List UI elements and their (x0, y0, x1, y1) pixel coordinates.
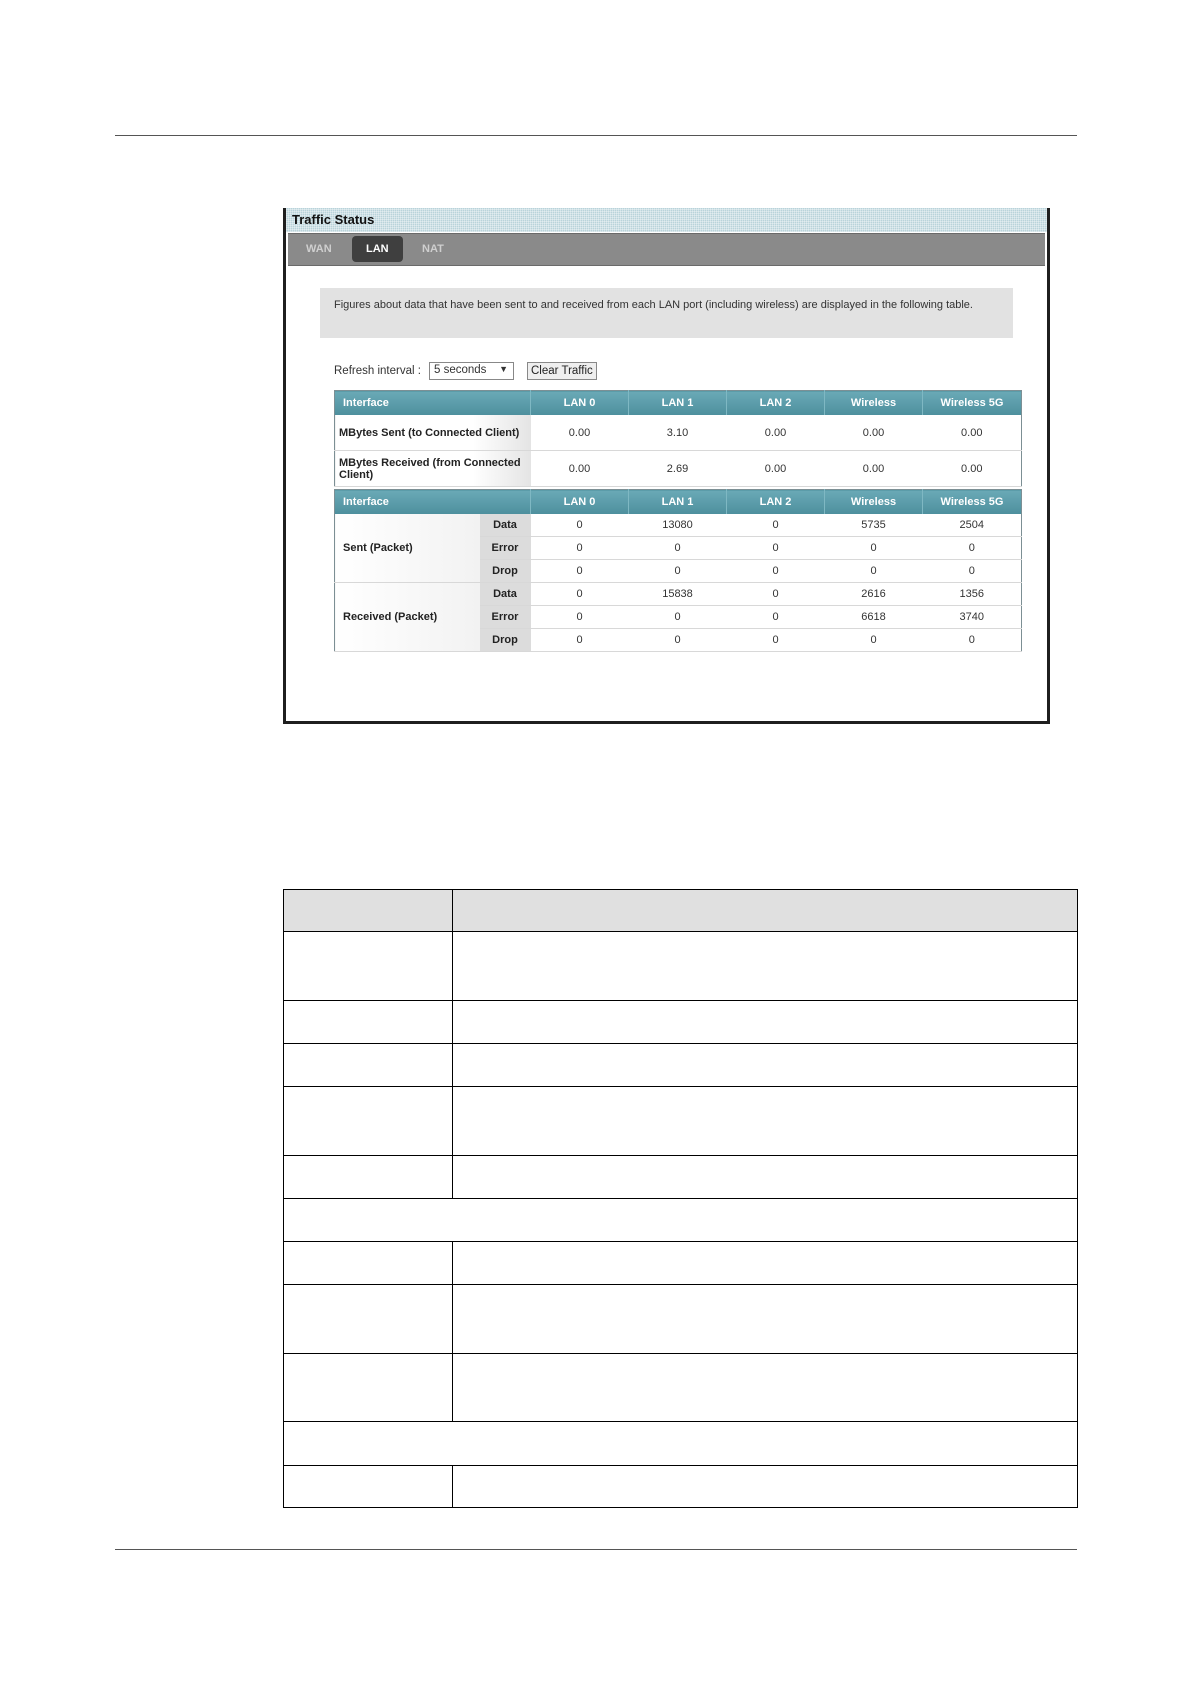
table-cell: 3.10 (629, 415, 727, 451)
table-cell (453, 1001, 1078, 1044)
row-label: MBytes Sent (to Connected Client) (335, 415, 531, 451)
table-cell (284, 890, 453, 932)
table-cell: 0 (825, 537, 923, 560)
table-cell: 0.00 (825, 451, 923, 487)
table-cell: 2504 (923, 514, 1022, 537)
column-header: Wireless 5G (923, 490, 1022, 515)
table-cell: 0 (531, 629, 629, 652)
table-cell: 2.69 (629, 451, 727, 487)
table-cell: 3740 (923, 606, 1022, 629)
table-cell (453, 1354, 1078, 1422)
table-cell: 0 (531, 537, 629, 560)
tab-bar (288, 233, 1045, 266)
column-header: LAN 0 (531, 391, 629, 416)
table-cell: 0 (825, 560, 923, 583)
table-cell: 0 (531, 560, 629, 583)
table-cell: 0 (825, 629, 923, 652)
table-cell: 0.00 (825, 415, 923, 451)
tab-nat[interactable]: NAT (422, 243, 444, 255)
table-cell (284, 1466, 453, 1508)
table-cell: 15838 (629, 583, 727, 606)
sub-label: Data (480, 514, 531, 537)
sub-label: Drop (480, 629, 531, 652)
table-cell: 0 (629, 537, 727, 560)
table-cell (453, 1156, 1078, 1199)
table-cell: 0 (629, 629, 727, 652)
refresh-interval-value: 5 seconds (434, 364, 487, 376)
refresh-interval-label: Refresh interval : (334, 365, 421, 377)
table-cell: 0 (629, 606, 727, 629)
column-header: LAN 1 (629, 391, 727, 416)
table-cell (284, 932, 453, 1001)
table-cell: 0 (727, 583, 825, 606)
table-cell (453, 1087, 1078, 1156)
description-header-row (284, 890, 1078, 932)
traffic-status-screenshot (283, 208, 1050, 724)
info-box (320, 288, 1013, 338)
table-cell: 0 (531, 514, 629, 537)
dropdown-arrow-icon: ▼ (499, 364, 508, 374)
mbytes-table (334, 390, 1022, 487)
description-table (283, 889, 1078, 1508)
group-label: Sent (Packet) (335, 514, 480, 583)
table-row (284, 1242, 1078, 1285)
title-bar (286, 208, 1047, 232)
table-cell: 0.00 (727, 415, 825, 451)
table-cell: 0 (923, 560, 1022, 583)
table-cell: 1356 (923, 583, 1022, 606)
sub-label: Data (480, 583, 531, 606)
table-cell (453, 1044, 1078, 1087)
table-header-row (335, 391, 1022, 416)
column-header: Interface (335, 490, 531, 515)
table-row (335, 451, 1022, 487)
column-header: LAN 1 (629, 490, 727, 515)
group-label: Received (Packet) (335, 583, 480, 652)
clear-traffic-button[interactable]: Clear Traffic (527, 362, 597, 380)
sub-label: Error (480, 606, 531, 629)
table-cell: 5735 (825, 514, 923, 537)
table-row (284, 1044, 1078, 1087)
table-cell: 0.00 (923, 415, 1022, 451)
info-text: Figures about data that have been sent to and received from each LAN port (including wireless) are displayed in the following table. (334, 299, 973, 311)
table-cell: 0 (727, 514, 825, 537)
table-cell (284, 1199, 1078, 1242)
table-cell: 0 (923, 629, 1022, 652)
table-header-row (335, 490, 1022, 515)
section-row (284, 1422, 1078, 1466)
sub-label: Error (480, 537, 531, 560)
column-header: Interface (335, 391, 531, 416)
table-cell: 0.00 (727, 451, 825, 487)
table-cell (453, 1285, 1078, 1354)
column-header: LAN 0 (531, 490, 629, 515)
column-header: Wireless (825, 490, 923, 515)
table-cell (453, 890, 1078, 932)
table-row (335, 583, 1022, 606)
row-label: MBytes Received (from Connected Client) (335, 451, 531, 487)
tab-lan[interactable]: LAN (352, 236, 403, 262)
footer-rule (115, 1549, 1077, 1550)
table-cell: 0 (727, 629, 825, 652)
table-cell: 2616 (825, 583, 923, 606)
table-row (284, 1001, 1078, 1044)
table-cell: 6618 (825, 606, 923, 629)
column-header: Wireless (825, 391, 923, 416)
table-cell: 0.00 (531, 451, 629, 487)
tab-wan[interactable]: WAN (306, 243, 332, 255)
table-cell: 0 (923, 537, 1022, 560)
table-row (284, 1466, 1078, 1508)
table-cell: 0 (727, 537, 825, 560)
table-cell (284, 1044, 453, 1087)
table-cell (453, 932, 1078, 1001)
table-cell: 0.00 (531, 415, 629, 451)
table-cell (284, 1001, 453, 1044)
table-cell: 0 (629, 560, 727, 583)
table-row (284, 1354, 1078, 1422)
table-cell: 0 (727, 560, 825, 583)
column-header: Wireless 5G (923, 391, 1022, 416)
table-row (335, 415, 1022, 451)
table-row (284, 1285, 1078, 1354)
table-cell (284, 1285, 453, 1354)
packet-table (334, 489, 1022, 652)
table-cell (284, 1354, 453, 1422)
table-cell: 0 (531, 583, 629, 606)
table-row (284, 1156, 1078, 1199)
table-row (284, 932, 1078, 1001)
table-cell (453, 1242, 1078, 1285)
sub-label: Drop (480, 560, 531, 583)
table-row (284, 1087, 1078, 1156)
table-cell (284, 1242, 453, 1285)
table-cell (284, 1422, 1078, 1466)
refresh-interval-select[interactable] (429, 362, 514, 380)
page-title: Traffic Status (292, 212, 375, 227)
table-cell (284, 1087, 453, 1156)
table-cell: 13080 (629, 514, 727, 537)
table-cell: 0 (727, 606, 825, 629)
section-row (284, 1199, 1078, 1242)
header-rule (115, 135, 1077, 136)
table-row (335, 514, 1022, 537)
table-cell (453, 1466, 1078, 1508)
table-cell: 0 (531, 606, 629, 629)
table-cell (284, 1156, 453, 1199)
column-header: LAN 2 (727, 391, 825, 416)
table-cell: 0.00 (923, 451, 1022, 487)
column-header: LAN 2 (727, 490, 825, 515)
